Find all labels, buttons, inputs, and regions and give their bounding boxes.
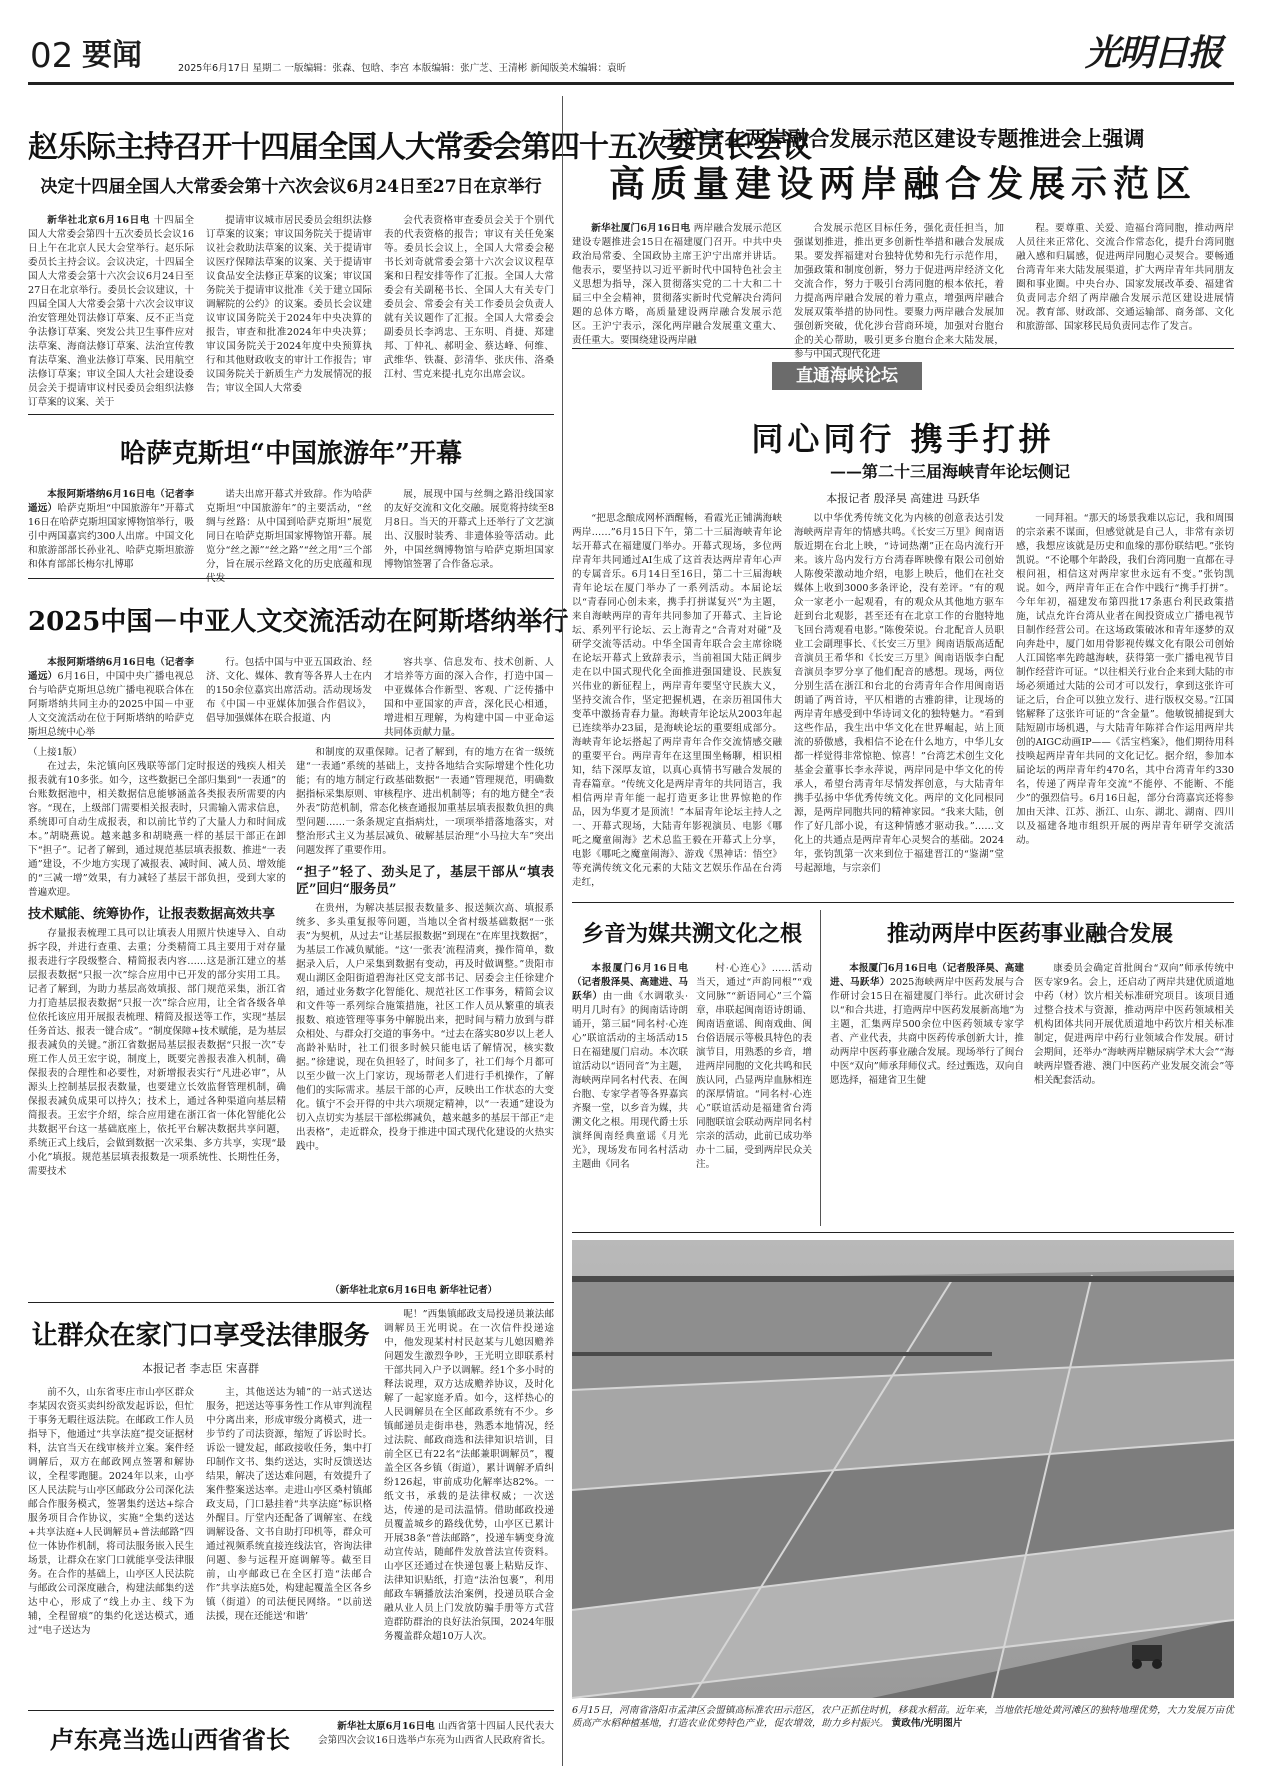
article-subtitle: 决定十四届全国人大常委会第十六次会议6月24日至27日在京举行 — [40, 177, 542, 197]
continuation-note: （上接1版） — [28, 747, 83, 758]
subheading: “担子”轻了、劲头足了，基层干部从“填表匠”回归“服务员” — [296, 865, 554, 897]
byline: 本报记者 殷泽昊 高建进 马跃华 — [826, 492, 980, 505]
article-column: 行。包括中国与中亚五国政治、经济、文化、媒体、教育等各界人士在内的150余位嘉宾出席活动。活动现场发布《中国－中亚媒体加强合作倡议》，倡导加强媒体在联合报道、内 — [206, 657, 372, 724]
divider — [28, 1710, 554, 1711]
article-column: 康委员会确定首批闽台“双向”师承传统中医专家9名。会上，还启动了两岸共建优质道地中药（材）饮片相关标准研究项目。该项目通过整合技术与资源，推动两岸中医药领域相关机构团体共同开展优质道地中药饮片相关标准制定，促进两岸中药行业领域合作发展。研讨会期间，还举办“海峡两岸糖尿病学术大会”“海峡两岸暨香港、澳门中医药产业发展交流会”等相关配套活动。 — [1034, 963, 1234, 1086]
dateline: 本报阿斯塔纳6月16日电（记者李遥远） — [28, 657, 194, 682]
article-title: 推动两岸中医药事业融合发展 — [886, 921, 1173, 947]
article-column: 新华社太原6月16日电 山西省第十四届人民代表大会第四次会议16日选举卢东亮为山西省人民政府省长。 — [318, 1721, 554, 1746]
dateline: 本报厦门6月16日电（记者殷泽昊、高建进、马跃华） — [830, 963, 1024, 988]
article-column: 合发展示范区目标任务，强化责任担当，加强谋划推进，推出更多创新性举措和融合发展成果。要发挥福建对台独特优势和先行示范作用，加强政策和制度创新，努力于促进两岸经济文化交流合作，努力于吸引台湾同胞的根本依托，着力提高两岸融合发展的着力重点，增强两岸融合发展双策举措的协同性。要聚力两岸融合发展加强创新突破，优化涉台营商环境，加强对台胞台企的关心帮助，吸引更多台胞台企来大陆发展，参与中国式现代化进 — [794, 223, 1004, 360]
page-number: 02 — [30, 36, 74, 76]
article-title: 高质量建设两岸融合发展示范区 — [608, 163, 1197, 205]
article-column: 程。要尊重、关爱、造福台湾同胞，推动两岸人员往来正常化、交流合作常态化，提升台湾同胞融入感和归属感，促进两岸同胞心灵契合。要畅通台湾青年来大陆发展渠道，扩大两岸青年共同朋友圈和事业圈。中央台办、国家发展改革委、福建省负责同志介绍了两岸融合发展示范区建设进展情况。教育部、财政部、交通运输部、商务部、文化和旅游部、国家移民局负责同志作了发言。 — [1016, 223, 1234, 332]
divider — [28, 738, 554, 739]
divider — [572, 902, 1234, 903]
dateline: 本报厦门6月16日电（记者殷泽昊、高建进、马跃华） — [572, 963, 688, 1002]
divider — [28, 578, 554, 579]
byline: 本报记者 李志臣 宋喜群 — [142, 1362, 259, 1375]
dateline: 本报阿斯塔纳6月16日电（记者李遥远） — [28, 489, 194, 514]
article-subtitle: ——第二十三届海峡青年论坛侧记 — [829, 462, 1070, 481]
article-column: 诺夫出席开幕式并致辞。作为哈萨克斯坦“中国旅游年”的主要活动，“丝绸与丝路：从中国到哈萨克斯坦”展览同日在哈萨克斯坦国家博物馆开幕。展览分“丝之源”“丝之路”“丝之用”三个部分，旨在展示丝路文化的历史底蕴和现代发 — [206, 489, 372, 584]
article-column: 前不久，山东省枣庄市山亭区群众李某因农资买卖纠纷欲发起诉讼，但忙于事务无暇往返法院。在邮政工作人员指导下，他通过“共享法庭”提交证据材料，法官当天在线审核并立案。案件经调解后，双方在邮政网点签署和解协议，全程零跑腿。2024年以来，山亭区人民法院与山亭区邮政分公司深化法邮合作服务模式，签署集约送达+综合服务项目合作协议，实施“全集约送达+共享法庭+人民调解员+普法邮路”四位一体协作机制，将司法服务嵌入民生场景，让群众在家门口就能享受法律服务。在合作的基础上，山亭区人民法院与邮政公司深度融合，构建法邮集约送达中心，形成了“线上办主、线下为辅，全程留痕”的集约化送达模式，通过“电子送达为 — [28, 1387, 194, 1636]
news-photo — [572, 1240, 1234, 1698]
divider — [28, 414, 554, 415]
article-column: 和制度的双重保障。记者了解到，有的地方在省一级统建“一表通”系统的基础上，支持各地结合实际增建个性化功能；有的地方制定行政基础数据“一表通”管理规范，明确数据指标采集原则、审核程序、进出机制等；有的地方健全“表外表”防范机制，常态化核查通报加重基层填表报数负担的典型问题……一条条规定直指病灶，一项项举措落地落实，对整治形式主义为基层减负、破解基层治理“小马拉大车”突出问题发挥了重要作用。 “担子”轻了、劲头足了，基层干部从“填表匠”回归“服务员” 在贵州，为解决基层报表数量多、报送频次高、填报系统多、多头重复报等问题，当地以全省村级基础数据“一张表”为契机，从过去“让基层报数据”到现在“在库里找数据”，为基层工作减负赋能。“这‘一张表’流程清爽，操作简单，数据录入后，人户采集到数据有变动，再及时做调整。”贵阳市观山湖区金阳街道碧海社区党支部书记、居委会主任徐建介绍，通过业务数字化智能化、规范社区工作事务，精简会议和文件等一系列综合施策措施，社区工作人员从繁重的填表报数、痕迹管理等事务中解脱出来，把时间与精力放到与群众相处、与群众打交道的事务中。“过去在落实80岁以上老人高龄补贴时，社工们很多时候只能电话了解情况，核实数据。”徐建说，现在负担轻了，时间多了，社工们每个月都可以至少做一次上门家访，现场帮老人们进行手机操作，了解他们的实际需求。基层干部的心声，反映出工作状态的大变化。镇宁不会开得的中共六项规定精神，以“一表通”建设为切入点切实为基层干部松绑减负，越来越多的基层干部正“走出表格”，走近群众，投身于推进中国式现代化建设的火热实践中。 — [296, 747, 554, 1152]
article-column: “把思念酿成网杯酒醒畅，看霞光正铺满海峡两岸……”6月15日下午，第二十三届海峡青年论坛开幕式在福建厦门举办。开幕式现场，多位两岸青年共同通过AI生成了这首表达两岸青年心声的专属音乐。6月14日至16日，第二十三届海峡青年论坛在厦门举办了一系列活动。本届论坛以“青春同心创未来，携手打拼谋复兴”为主题，来自海峡两岸的青年共同参加了开幕式、主旨论坛、系列平行论坛、云上海青之“合青对对碰”及研学交流等活动。中华全国青年联合会主席徐晓在论坛开幕式上致辞表示，当前祖国大陆正阔步走在以中国式现代化全面推进强国建设、民族复兴伟业的新征程上，两岸青年要坚守民族大义，坚持交流合作，坚定把握机遇，在亲历祖国伟大变革中激扬青春力量。海峡青年论坛从2003年起已连续举办23届，是海峡论坛的重要组成部分。海峡青年论坛搭起了两岸青年合作交流情感交融的重要平台。两岸青年在这里围坐畅聊，相识相知，结下深厚友谊，以真心真情书写融合发展的青春篇章。“传统文化是两岸青年的共同语言，我相信两岸青年能一起打造更多让世界惊艳的作品，因为华夏才是顶流！”本届青年论坛主持人之一、开幕式现场，大陆青年影视演员、电影《哪吒之魔童闹海》艺术总监王毅在开幕式上分享，电影《哪吒之魔童闹海》、游戏《黑神话：悟空》等充满传统文化元素的大陆文艺娱乐作品在台湾走红， — [572, 513, 782, 888]
farmland-aerial-image — [572, 1240, 1234, 1698]
dateline: 新华社厦门6月16日电 — [591, 223, 691, 234]
article-title: 乡音为媒共溯文化之根 — [581, 921, 802, 947]
article-column: 提请审议城市居民委员会组织法修订草案的议案；审议国务院关于提请审议社会救助法草案的议案、关于提请审议医疗保障法草案的议案、关于提请审议食品安全法修正草案的议案；审议国务院关于提请审议批准《关于建立国际调解院的公约》的议案。委员长会议建议审议国务院关于2024年中央决算的报告，审查和批准2024年中央决算；审议国务院关于2024年度中央预算执行和其他财政收支的审计工作报告；审议国务院关于新质生产力发展情况的报告；审议全国人大常委 — [206, 215, 372, 394]
photo-credit: 黄政伟/光明图片 — [891, 1718, 963, 1729]
article-title: 同心同行 携手打拼 — [751, 420, 1055, 458]
divider — [28, 1302, 554, 1303]
article-title: 2025中国－中亚人文交流活动在阿斯塔纳举行 — [28, 607, 569, 637]
article-kicker: 王沪宁在两岸融合发展示范区建设专题推进会上强调 — [661, 126, 1145, 151]
article-column: 主，其他送达为辅”的一站式送达服务，把送达等事务性工作从审判流程中分离出来，形成审级分离模式，进一步节约了司法资源，缩短了诉讼时长。诉讼一键发起，邮政接收任务，集中打印制作文书、集约送达，实时反馈送达结果，解决了送达难问题，有效提升了案件整案送达率。走进山亭区桑村镇邮政支局，门口悬挂着“共享法庭”标识格外醒目。厅堂内还配备了调解室、在线调解设备、文书自助打印机等，群众可通过视频系统直接连线法官，咨询法律问题、参与远程开庭调解等。截至目前，山亭邮政已在全区打造“法邮合作”共享法庭5处，构建起覆盖全区各乡镇（街道）的司法便民网络。“以前送法援，现在还能送‘和谐’ — [206, 1387, 372, 1622]
photo-caption: 6月15日，河南省洛阳市孟津区会盟镇高标准农田示范区，农户正抓住时机，移栽水稻苗。近年来，当地依托地处黄河滩区的独特地理优势，大力发展万亩优质高产水稻种植基地，打造农业优势特色产业，促农增效，助力乡村振兴。 黄政伟/光明图片 — [572, 1705, 1234, 1729]
article-column: 新华社北京6月16日电 十四届全国人大常委会第四十五次委员长会议16日上午在北京人民大会堂举行。赵乐际委员长主持会议。会议决定，十四届全国人大常委会第十六次会议6月24日至27日在北京举行。委员长会议建议，十四届全国人大常委会第十六次会议审议治安管理处罚法修订草案、反不正当竞争法修订草案、突发公共卫生事件应对法草案、海商法修订草案、法治宣传教育法草案、渔业法修订草案、民用航空法修订草案；审议全国人大社会建设委员会关于提请审议村民委员会组织法修订草案的议案、关于 — [28, 215, 194, 408]
article-column: （上接1版） 在过去，朱沱镇向区残联等部门定时报送的残疾人相关报表就有10多张。如今，这些数据已全部归集到“一表通”的台账数据池中，相关数据信息能够涵盖各类报表所需要的内容。“现在，上级部门需要相关报表时，只需输入需求信息，系统即可自动生成报表，和以前比节约了大量人力和时间成本。”胡晓燕说。越来越多和胡晓燕一样的基层干部正在卸下“担子”。记者了解到，通过规范基层填表报数、推进“一表通”建设，不少地方实现了减报表、减时间、减人员、增效能的“三减一增”效果，有力减轻了基层干部负担，受到大家的普遍欢迎。 技术赋能、统筹协作，让报表数据高效共享 存量报表梳理工具可以让填表人用照片快速导入、自动拆字段，并进行查重、去重；分类精简工具主要用于对存量报表进行字段级整合、精简报表内容……这是浙江建立的基层报表数据“只报一次”综合应用中已开发的部分实用工具。记者了解到，为助力基层高效填报、部门规范采集，浙江省力打造基层报表数据“只报一次”综合应用，让全省各级各单位依托该应用开展报表梳理、精简及报送等工作，实现“基层任务首达、报表一键合成”。“制度保障+技术赋能，是为基层报表减负的关键。”浙江省数据局基层报表数据“只报一次”专班工作人员王宏宇说，制度上，既要完善报表准入机制，确保报表的合理性和必要性，对新增报表实行“凡进必审”，从源头上控制基层报表数量，也要建立长效监督管理机制，确保报表减负成果可以持久；技术上，通过各种渠道向基层精简报表。王宏宇介绍，综合应用建在浙江省一体化智能化公共数据平台这一基础底座上，依托平台解决数据共享问题，系统正式上线后，会做到数据一次采集、多方共享，实现“最小化”填报。规范基层填表报数是一项系统性、长期性任务，需要技术 — [28, 747, 286, 1177]
divider — [572, 1232, 1234, 1233]
divider — [572, 348, 1234, 349]
article-column: 容共享、信息发布、技术创新、人才培养等方面的深入合作，打造中国－中亚媒体合作新型、客观、广泛传播中国和中亚国家的声音，深化民心相通，增进相互理解，为构建中国－中亚命运共同体贡献力量。 — [384, 657, 554, 738]
article-title: 卢东亮当选山西省省长 — [50, 1725, 290, 1754]
article-column: 本报阿斯塔纳6月16日电（记者李遥远）6月16日，中国中央广播电视总台与哈萨克斯坦总统广播电视联合体在阿斯塔纳共同主办的2025中国－中亚人文交流活动在位于阿斯塔纳的哈萨克斯坦总统中心举 — [28, 657, 195, 738]
article-column: 会代表资格审查委员会关于个别代表的代表资格的报告；审议有关任免案等。委员长会议上，全国人大常委会秘书长刘奇就常委会第十六次会议议程草案和日程安排等作了汇报。全国人大常委会有关副秘书长、全国人大有关专门委员会、常委会有关工作委员会负责人就有关议题作了汇报。全国人大常委会副委员长李鸿忠、王东明、肖捷、郑建邦、丁仲礼、郝明金、蔡达峰、何维、武维华、铁凝、彭清华、张庆伟、洛桑江村、雪克来提·扎克尔出席会议。 — [384, 215, 554, 380]
masthead-rule — [28, 82, 1234, 85]
article-column: 展，展现中国与丝绸之路沿线国家的友好交流和文化交融。展览将持续至8月8日。当天的开幕式上还举行了文艺演出、汉服时装秀、非遗体验等活动。此外，中国丝绸博物馆与哈萨克斯坦国家博物馆签署了合作备忘录。 — [384, 489, 554, 570]
article-column: 村·心连心》……活动当天，通过“声韵同根”“戏文同脉”“新语同心”三个篇章，串联起闽南语诗朗诵、闽南语童谣、闽南戏曲、闽台俗语展示等极具特色的表演节目，用熟悉的乡音，增进两岸同胞的文化共鸣和民族认同，凸显两岸血脉相连的深厚情谊。“同名村·心连心”联谊活动是福建省台湾同胞联谊会联动两岸同名村宗亲的活动，此前已成功举办十二届，受到两岸民众关注。 — [696, 963, 812, 1170]
section-tag: 直通海峡论坛 — [772, 362, 922, 390]
signature: （新华社北京6月16日电 新华社记者） — [330, 1285, 498, 1296]
dateline: 新华社北京6月16日电 — [47, 215, 151, 226]
column-divider — [820, 910, 821, 1226]
article-column: 新华社厦门6月16日电 两岸融合发展示范区建设专题推进会15日在福建厦门召开。中共中央政治局常委、全国政协主席王沪宁出席并讲话。他表示，要坚持以习近平新时代中国特色社会主义思想为指导，深入贯彻落实党的二十大和二十届三中全会精神，贯彻落实新时代党解决台湾问题的总体方略，高质量建设两岸融合发展示范区。王沪宁表示，深化两岸融合发展重文重大、责任重大。要围绕建设两岸融 — [572, 223, 782, 346]
article-column: 本报阿斯塔纳6月16日电（记者李遥远）哈萨克斯坦“中国旅游年”开幕式16日在哈萨克斯坦国家博物馆举行，吸引中两国嘉宾约300人出席。中国文化和旅游部部长孙业礼、哈萨克斯坦旅游和体育部部长梅尔扎博耶 — [28, 489, 195, 570]
article-column: 本报厦门6月16日电（记者殷泽昊、高建进、马跃华）由一曲《水调歌头·明月几时有》的闽南话诗朗诵开，第三届“同名村·心连心”联谊活动的主场活动15日在福建厦门启动。本次联谊活动以“语同音”为主题，海峡两岸同名村代表、在闽台胞、专家学者等各界嘉宾齐聚一堂，以乡音为媒，共溯文化之根。用现代爵士乐演绎闽南经典童谣《月光光》，现场发布同名村活动主题曲《同名 — [572, 963, 688, 1170]
dateline: 新华社太原6月16日电 — [337, 1721, 435, 1732]
article-column: 呢！”西集镇邮政支局投递员兼法邮调解员王光明说。在一次信件投递途中，他发现某村村民赵某与儿媳因赡养问题发生激烈争吵，王光明立即联系村干部共同入户予以调解。经1个多小时的释法说理，双方达成赡养协议，及时化解了一起家庭矛盾。如今，这样热心的人民调解员在全区邮政系统有不少。乡镇邮递员走街串巷，熟悉本地情况，经过法院、邮政商选和法律知识培训，目前全区已有22名“法邮兼职调解员”，覆盖全区各乡镇（街道），累计调解矛盾纠纷126起，审前成功化解率达82%。一纸文书，承载的是法律权威；一次送达，传递的是司法温情。借助邮政投递员覆盖城乡的路线优势，山亭区已累计开展38条“普法邮路”，投递车辆变身流动宣传站，随邮件发放普法宣传资料。山亭区还通过在快递包裹上粘贴反诈、法律知识贴纸，打造“法治包裹”，利用邮政车辆播放法治案例，投递员联合金融从业人员上门发放防骗手册等方式营造群防群治的良好法治氛围，2024年服务覆盖群众超10万人次。 — [384, 1309, 554, 1642]
section-title: 要闻 — [82, 38, 142, 73]
article-column: 一同拜祖。“那天的场景我难以忘记，我和周围的宗亲素不谋面，但感觉就是自己人，非常有亲切感，我想应该就是历史和血缘的那份联结吧。”张钧凯说。“不论哪个年龄段，我们台湾同胞一直都在寻根问祖，相信这对两岸家世永远有不变。”张钧凯说。如今，两岸青年正在合作中践行“携手打拼”。今年年初，福建发布第四批17条惠台利民政策措施，试点允许台湾从业者在闽投资成立广播电视节目制作经营公司。在这场政策破冰和青年逐梦的双向奔赴中，厦门如用骨影视传媒文化有限公司创始人江国铭率先跨越海峡，获得第一张广播电视节目制作经营许可证。“以往相关行业台企来到大陆的市场必须通过大陆的公司才可以发行，拿到这张许可证之后，台企可以独立发行、进行版权交易。”江国铭解释了这张许可证的“含金量”。他敏锐捕捉到大陆短剧市场机遇，与大陆青年陈祥合作运用两岸共创的AIGC动画IP——《活宝档案》，他们期待用科技唤起两岸青年共同的文化记忆。据介绍，参加本届论坛的两岸青年约470名，其中台湾青年约330名，传递了两岸青年交流“不能停、不能断、不能少”的强烈信号。6月16日起，部分台湾嘉宾还将参加由天津、江苏、浙江、山东、湖北、湖南、四川以及福建各地市组织开展的两岸青年研学交流活动。 — [1016, 513, 1234, 846]
newspaper-logo: 光明日报 — [1085, 32, 1222, 74]
article-column: 以中华优秀传统文化为内核的创意表达引发海峡两岸青年的情感共鸣。《长安三万里》闽南语版近期在台北上映，“诗词热潮”正在岛内流行开来。该片岛内发行方台湾春晖映像有限公司创始人陈俊荣激动地介绍，电影上映后，他们在社交媒体上收到3000多条评论，没有差评。“有的观众一家老小一起观看，有的观众从其他地方驱车赶到台北观影，甚至还有在北京工作的台胞特地飞回台湾观看电影。”陈俊荣说。台北配音人员职业工会副理事长、《长安三万里》闽南语版高适配音演员王希华和《长安三万里》闽南语版李白配音演员李罗分享了他们配音的感想。现场，两位分别生活在浙江和台北的台湾青年合作用闽南语朗诵了两首诗，平仄相谐的古雅韵律，让现场的两岸青年感受到中华诗词文化的独特魅力。“看到这些作品，我生出中华文化在世界崛起，站上顶流的骄傲感，我相信不论在什么地方，中华儿女都一样觉得非常惊艳、惊喜！”台湾艺术创生文化基金会董事长李永萍说，两岸同是中华文化的传承人，希望台湾青年尽情发挥创意，与大陆青年携手弘扬中华优秀传统文化。两岸的文化同根同源，是两岸同胞共同的精神家园。“我来大陆，创作了好几部小说，有这种情感才驱动我。”……文化上的共通点是两岸青年心灵契合的基础。2024年，张钧凯第一次来到位于福建晋江的“鉴湖”堂号起源地，与宗亲们 — [794, 513, 1004, 874]
subheading: 技术赋能、统筹协作，让报表数据高效共享 — [28, 907, 276, 922]
article-title: 哈萨克斯坦“中国旅游年”开幕 — [120, 439, 462, 469]
article-title: 赵乐际主持召开十四届全国人大常委会第四十五次委员长会议 — [28, 130, 811, 165]
article-title: 让群众在家门口享受法律服务 — [31, 1321, 370, 1351]
column-divider — [562, 96, 563, 1766]
edition-info: 2025年6月17日 星期二 一版编辑：张森、包晗、李宫 本版编辑：张广芝、王清彬 新闻版美术编辑：袁昕 — [178, 63, 627, 74]
article-column: 本报厦门6月16日电（记者殷泽昊、高建进、马跃华）2025海峡两岸中医药发展与合作研讨会15日在福建厦门举行。此次研讨会以“和合共进，打造两岸中医药发展新高地”为主题，汇集两岸500余位中医药领域专家学者、产业代表，共商中医药传承创新大计，推动两岸中医药事业融合发展。现场举行了闽台中医“双向”师承拜师仪式。经过甄选，双向自愿选择，福建省卫生健 — [830, 963, 1025, 1086]
